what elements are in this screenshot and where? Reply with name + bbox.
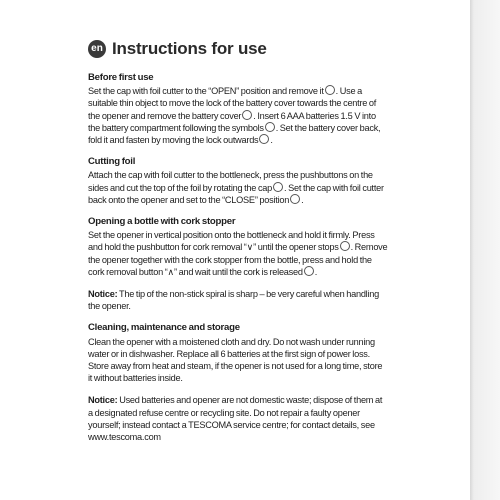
- text-fragment: .: [314, 266, 318, 277]
- step-marker-icon: [273, 182, 283, 192]
- text-fragment: .: [270, 135, 273, 146]
- section-heading: Cleaning, maintenance and storage: [88, 322, 240, 334]
- text-fragment: .: [301, 194, 304, 205]
- text-fragment: . Insert 6 AAA batteries 1.5 V into the battery compartment following the symbols: [88, 110, 376, 133]
- notice-sharp-tip: [88, 288, 388, 312]
- section-text: [88, 85, 388, 146]
- notice-label: Notice:: [88, 395, 118, 406]
- notice-text: Used batteries and opener are not domestic waste; dispose of them at a designated refuse centre or recycling site. Do not repair a faulty opener yourself; instead contact a TESCOMA service centre; for contact details, see www.tescoma.com: [88, 395, 383, 443]
- text-fragment: . Remove the opener together with the cork stopper from the bottle, press and hold the cork removal button “∧” and wait until the cork is released: [88, 242, 388, 277]
- step-marker-icon: [290, 194, 300, 204]
- notice-label: Notice:: [88, 289, 118, 300]
- section-opening-bottle: [88, 216, 388, 278]
- notice-text: The tip of the non-stick spiral is sharp – be very careful when handling the opener.: [88, 289, 379, 312]
- section-heading: Cutting foil: [88, 156, 136, 168]
- text-fragment: . Use a suitable thin object to move the lock of the battery cover towards the centre of the opener and remove the battery cover: [88, 86, 377, 121]
- section-text: [88, 169, 388, 206]
- step-marker-icon: [325, 85, 335, 95]
- section-heading: Before first use: [88, 72, 154, 83]
- text-fragment: Set the opener in vertical position onto the bottleneck and hold it firmly. Press and hold the pushbutton for cork removal “∨” until the opener stops: [88, 230, 375, 253]
- language-badge: en: [88, 40, 106, 58]
- step-marker-icon: [242, 110, 252, 120]
- section-heading: Opening a bottle with cork stopper: [88, 216, 236, 228]
- section-cleaning: [88, 322, 388, 384]
- step-marker-icon: [340, 241, 350, 251]
- section-before-first-use: [88, 72, 388, 146]
- instructions-body: [88, 72, 388, 453]
- step-marker-icon: [265, 122, 275, 132]
- section-cutting-foil: [88, 156, 388, 206]
- text-fragment: Set the cap with foil cutter to the “OPEN” position and remove it: [88, 86, 324, 97]
- text-fragment: . Set the cap with foil cutter back onto the opener and set to the “CLOSE” position: [88, 182, 384, 205]
- section-text: [88, 229, 388, 278]
- page-header: [88, 38, 267, 60]
- section-text: Clean the opener with a moistened cloth and dry. Do not wash under running water or in dishwasher. Replace all 6 batteries at the first sign of power loss. Store away from heat and steam, if the opener is not used for a long time, store it without batteries inside.: [88, 336, 383, 384]
- text-fragment: . Set the battery cover back, fold it and fasten by moving the lock outwards: [88, 122, 381, 146]
- step-marker-icon: [304, 266, 314, 276]
- step-marker-icon: [259, 134, 269, 144]
- page-title: Instructions for use: [112, 39, 267, 58]
- text-fragment: Attach the cap with foil cutter to the bottleneck, press the pushbuttons on the sides and cut the top of the foil by rotating the cap: [88, 170, 373, 193]
- page-edge-shadow: [470, 0, 500, 500]
- notice-disposal: [88, 394, 388, 443]
